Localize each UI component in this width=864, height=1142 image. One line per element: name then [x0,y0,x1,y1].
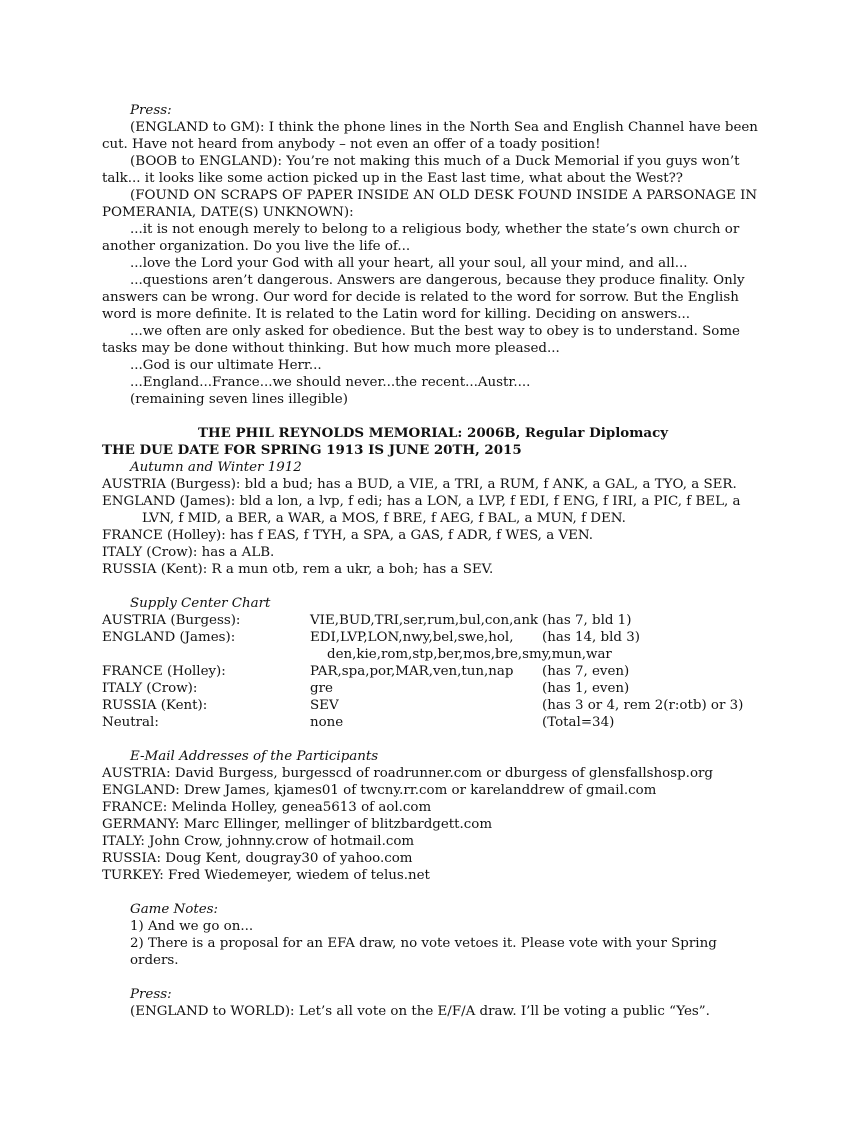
press-item: (ENGLAND to GM): I think the phone lines in the North Sea and English Channel have been cut. Have not heard from anybody – not even an offer of a toady position! [102,120,758,152]
email-line: AUSTRIA: David Burgess, burgesscd of roadrunner.com or dburgess of glensfallshosp.org [102,766,713,781]
press-item: ...love the Lord your God with all your heart, all your soul, all your mind, and all... [130,256,688,271]
supply-centers-continued: den,kie,rom,stp,ber,mos,bre,smy,mun,war [327,647,612,662]
order-line: ITALY (Crow): has a ALB. [102,545,275,560]
email-line: RUSSIA: Doug Kent, dougray30 of yahoo.com [102,851,413,866]
supply-row [102,612,764,629]
season-label: Autumn and Winter 1912 [130,460,302,475]
supply-note: (has 14, bld 3) [542,630,640,645]
order-line: FRANCE (Holley): has f EAS, f TYH, a SPA, a GAS, f ADR, f WES, a VEN. [102,528,593,543]
email-line: TURKEY: Fred Wiedemeyer, wiedem of telus.net [102,868,430,883]
supply-note: (has 7, bld 1) [542,613,632,628]
supply-power: ITALY (Crow): [102,681,198,696]
game-note: 1) And we go on... [130,919,254,934]
press-label: Press: [130,103,172,118]
supply-centers: EDI,LVP,LON,nwy,bel,swe,hol, [310,630,514,645]
supply-row [102,663,764,680]
press-item: ...it is not enough merely to belong to a religious body, whether the state’s own church or another organization. Do you live the life of... [102,222,740,254]
emails-label: E-Mail Addresses of the Participants [130,749,379,764]
email-line: GERMANY: Marc Ellinger, mellinger of blitzbardgett.com [102,817,493,832]
supply-note: (has 3 or 4, rem 2(r:otb) or 3) [542,698,744,713]
order-line: AUSTRIA (Burgess): bld a bud; has a BUD, a VIE, a TRI, a RUM, f ANK, a GAL, a TYO, a SER. [102,477,737,492]
supply-power: RUSSIA (Kent): [102,698,208,713]
order-line: RUSSIA (Kent): R a mun otb, rem a ukr, a boh; has a SEV. [102,562,494,577]
supply-power: Neutral: [102,715,159,730]
press-item: ...we often are only asked for obedience. But the best way to obey is to understand. Some tasks may be done without thinking. But how much more pleased... [102,324,740,356]
supply-note: (Total=34) [542,715,615,730]
game-note: 2) There is a proposal for an EFA draw, no vote vetoes it. Please vote with your Spring orders. [130,936,717,968]
document-page [102,102,764,1020]
press-item: (remaining seven lines illegible) [130,392,348,407]
supply-row [102,680,764,697]
supply-centers: VIE,BUD,TRI,ser,rum,bul,con,ank [310,613,539,628]
supply-note: (has 1, even) [542,681,630,696]
supply-note: (has 7, even) [542,664,630,679]
email-line: FRANCE: Melinda Holley, genea5613 of aol.com [102,800,432,815]
supply-power: FRANCE (Holley): [102,664,226,679]
supply-row [102,629,764,646]
press-item: (ENGLAND to WORLD): Let’s all vote on the E/F/A draw. I’ll be voting a public “Yes”. [130,1004,710,1019]
supply-power: ENGLAND (James): [102,630,236,645]
press-item: ...England...France...we should never...the recent...Austr.... [130,375,531,390]
supply-centers: gre [310,681,333,696]
press-item: (BOOB to ENGLAND): You’re not making this much of a Duck Memorial if you guys won’t talk... it looks like some action picked up in the East last time, what about the West?? [102,154,740,186]
supply-power: AUSTRIA (Burgess): [102,613,241,628]
supply-row [102,697,764,714]
press-item: ...God is our ultimate Herr... [130,358,322,373]
press-item: ...questions aren’t dangerous. Answers are dangerous, because they produce finality. Only answers can be wrong. Our word for decide is related to the word for sorrow. But the English word is more definite. It is related to the Latin word for killing. Deciding on answers... [102,273,745,322]
email-line: ITALY: John Crow, johnny.crow of hotmail.com [102,834,415,849]
order-line: ENGLAND (James): bld a lon, a lvp, f edi; has a LON, a LVP, f EDI, f ENG, f IRI, a PIC, f BEL, a LVN, f MID, a BER, a WAR, a MOS, f BRE, f AEG, f BAL, a MUN, f DEN. [102,494,741,526]
game-title: THE PHIL REYNOLDS MEMORIAL: 2006B, Regular Diplomacy [197,425,669,441]
press-item: (FOUND ON SCRAPS OF PAPER INSIDE AN OLD DESK FOUND INSIDE A PARSONAGE IN POMERANIA, DATE(S) UNKNOWN): [102,188,758,220]
supply-centers: PAR,spa,por,MAR,ven,tun,nap [310,664,514,679]
game-notes-label: Game Notes: [130,902,219,917]
supply-centers: SEV [310,698,339,713]
due-date: THE DUE DATE FOR SPRING 1913 IS JUNE 20TH, 2015 [102,442,522,458]
supply-chart [102,612,764,731]
supply-chart-label: Supply Center Chart [130,596,271,611]
press-label: Press: [130,987,172,1002]
email-line: ENGLAND: Drew James, kjames01 of twcny.rr.com or karelanddrew of gmail.com [102,783,657,798]
supply-centers: none [310,715,344,730]
supply-row [102,714,764,731]
